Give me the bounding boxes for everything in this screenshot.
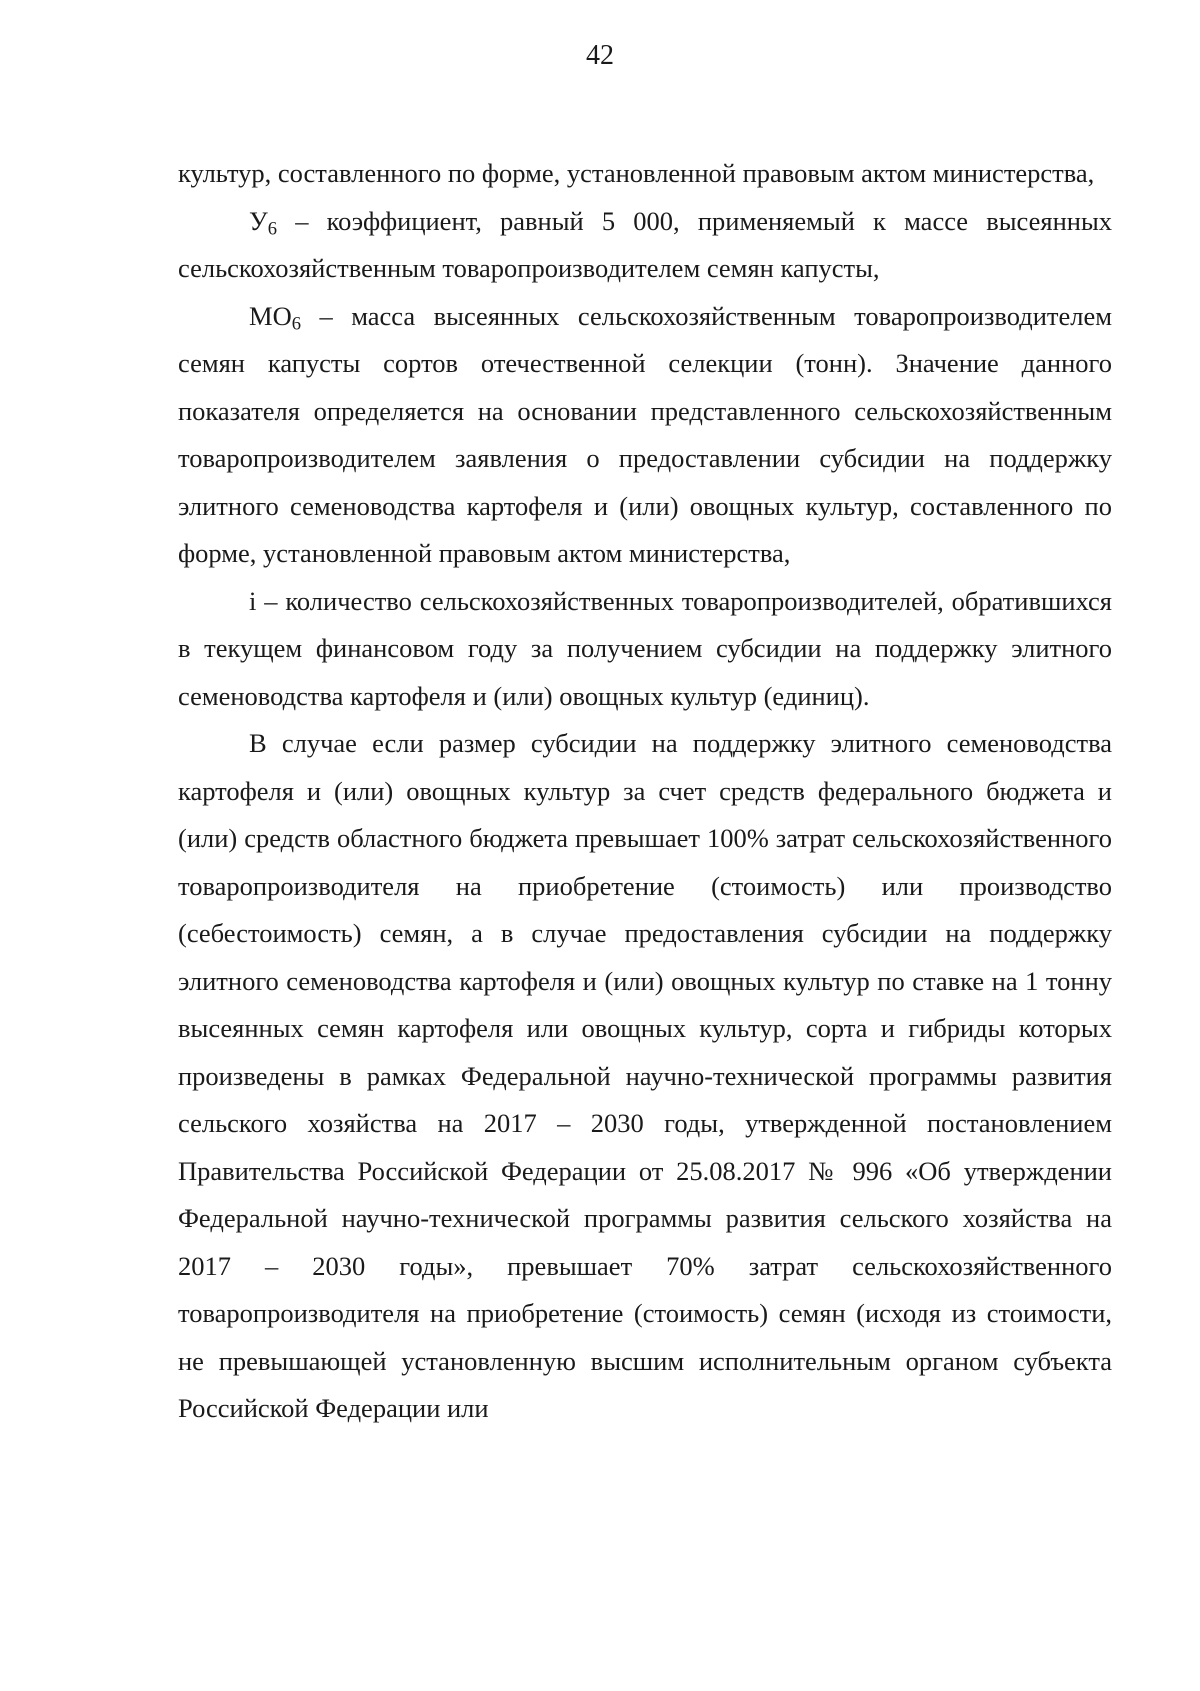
definition-text: – количество сельскохозяйственных товаропроизводителей, обратившихся в текущем финансовом году за получением субсидии на поддержку элитного семеноводства картофеля и (или) овощных культур (единиц). (178, 585, 1112, 711)
definition-text: – коэффициент, равный 5 000, применяемый к массе высеянных сельскохозяйственным товаропроизводителем семян капусты, (178, 205, 1112, 283)
document-body (178, 150, 1112, 1433)
paragraph-count-definition (178, 578, 1112, 721)
formula-subscript: 6 (267, 218, 278, 240)
formula-subscript: 6 (291, 313, 301, 335)
paragraph-mass-definition (178, 293, 1112, 578)
formula-symbol: МО (249, 300, 292, 331)
definition-text: – масса высеянных сельскохозяйственным товаропроизводителем семян капусты сортов отечественной селекции (тонн). Значение данного показателя определяется на основании представленного сельскохозяйственным товаропроизводителем заявления о предоставлении субсидии на поддержку элитного семеноводства картофеля и (или) овощных культур, составленного по форме, установленной правовым актом министерства, (178, 300, 1112, 568)
formula-symbol: i (249, 585, 257, 616)
formula-symbol: У (249, 205, 268, 236)
page-number: 42 (586, 40, 614, 71)
paragraph-continuation: культур, составленного по форме, установленной правовым актом министерства, (178, 158, 1095, 188)
paragraph-subsidy-condition: В случае если размер субсидии на поддержку элитного семеноводства картофеля и (или) овощных культур за счет средств федерального бюджета и (или) средств областного бюджета превышает 100% затрат сельскохозяйственного товаропроизводителя на приобретение (стоимость) или производство (себестоимость) семян, а в случае предоставления субсидии на поддержку элитного семеноводства картофеля и (или) овощных культур по ставке на 1 тонну высеянных семян картофеля или овощных культур, сорта и гибриды которых произведены в рамках Федеральной научно-технической программы развития сельского хозяйства на 2017 – 2030 годы, утвержденной постановлением Правительства Российской Федерации от 25.08.2017 № 996 «Об утверждении Федеральной научно-технической программы развития сельского хозяйства на 2017 – 2030 годы», превышает 70% затрат сельскохозяйственного товаропроизводителя на приобретение (стоимость) семян (исходя из стоимости, не превышающей установленную высшим исполнительным органом субъекта Российской Федерации или (178, 728, 1112, 1423)
paragraph-coefficient-definition (178, 198, 1112, 293)
